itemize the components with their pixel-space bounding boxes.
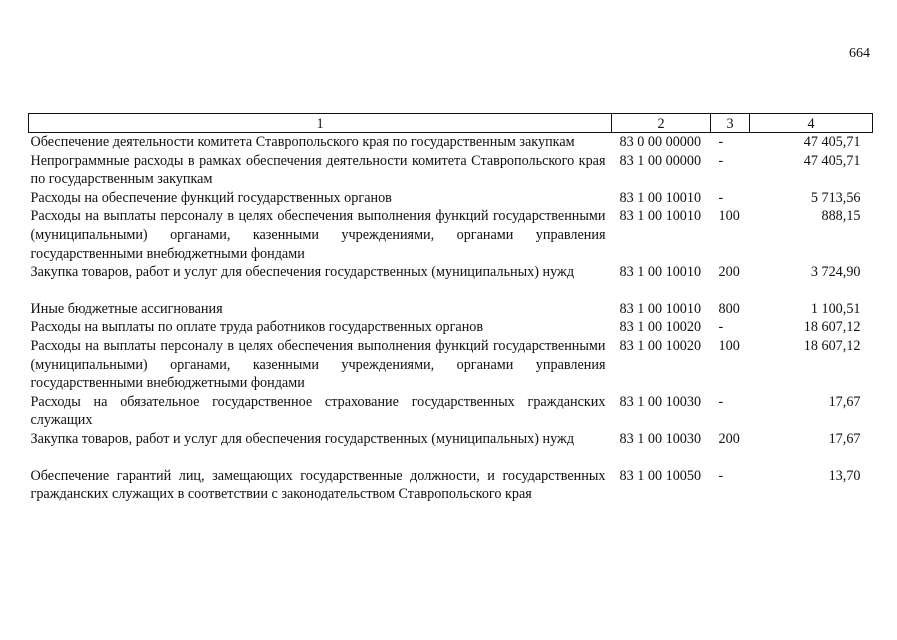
row-sum: 18 607,12 <box>803 337 861 354</box>
row-name: Расходы на обеспечение функций государственных органов <box>30 189 392 206</box>
row-sum: 17,67 <box>828 430 861 447</box>
header-col-2: 2 <box>612 114 711 133</box>
table-row <box>29 393 873 430</box>
row-code: 83 1 00 00000 <box>619 152 702 169</box>
row-kind: - <box>718 467 724 484</box>
header-row <box>29 114 873 133</box>
row-name: Расходы на обязательное государственное страхование государственных гражданских служащих <box>30 393 606 429</box>
row-sum: 47 405,71 <box>803 152 861 169</box>
row-code: 83 1 00 10030 <box>619 393 702 410</box>
row-kind: - <box>718 393 724 410</box>
row-sum: 5 713,56 <box>810 189 861 206</box>
row-name: Обеспечение деятельности комитета Ставропольского края по государственным закупкам <box>30 134 575 150</box>
header-col-4: 4 <box>750 114 873 133</box>
row-code: 83 1 00 10010 <box>619 300 702 317</box>
row-sum: 18 607,12 <box>803 319 861 336</box>
table-body <box>29 133 873 504</box>
row-code: 83 1 00 10020 <box>619 337 702 354</box>
row-name: Закупка товаров, работ и услуг для обеспечения государственных (муниципальных) нужд <box>30 264 575 281</box>
row-kind: 200 <box>718 264 740 281</box>
row-kind: 100 <box>718 208 740 225</box>
row-kind: - <box>718 319 724 336</box>
row-name: Расходы на выплаты персоналу в целях обеспечения выполнения функций государственными (муниципальными) органами, казенными учреждениями, органами управления государственными внебюджетными фондами <box>30 208 606 262</box>
row-sum: 17,67 <box>828 393 861 410</box>
row-name: Обеспечение гарантий лиц, замещающих государственные должности, и государственных гражданских служащих в соответствии с законодательством Ставропольского края <box>30 467 606 503</box>
row-code: 83 1 00 10010 <box>619 264 702 281</box>
table-row <box>29 207 873 263</box>
row-code: 83 1 00 10010 <box>619 208 702 225</box>
row-sum: 13,70 <box>828 467 861 484</box>
row-name: Расходы на выплаты по оплате труда работников государственных органов <box>30 319 484 336</box>
row-code: 83 1 00 10020 <box>619 319 702 336</box>
table-row <box>29 133 873 152</box>
row-name: Расходы на выплаты персоналу в целях обеспечения выполнения функций государственными (муниципальными) органами, казенными учреждениями, органами управления государственными внебюджетными фондами <box>30 337 606 392</box>
row-name: Иные бюджетные ассигнования <box>30 300 223 317</box>
table-header <box>29 114 873 133</box>
row-code: 83 1 00 10010 <box>619 189 702 206</box>
row-name: Непрограммные расходы в рамках обеспечения деятельности комитета Ставропольского края по государственным закупкам <box>30 152 606 188</box>
row-kind: 800 <box>718 300 740 317</box>
table-row <box>29 152 873 189</box>
table-row <box>29 318 873 337</box>
header-col-3: 3 <box>711 114 750 133</box>
header-col-1: 1 <box>29 114 612 133</box>
table-row <box>29 189 873 208</box>
row-kind: 200 <box>718 430 740 447</box>
table-row <box>29 430 873 467</box>
row-code: 83 1 00 10050 <box>619 467 702 484</box>
row-sum: 3 724,90 <box>810 264 861 281</box>
table-row <box>29 300 873 319</box>
table-row <box>29 263 873 300</box>
row-kind: - <box>718 134 724 150</box>
row-code: 83 1 00 10030 <box>619 430 702 447</box>
row-kind: - <box>718 152 724 169</box>
row-sum: 888,15 <box>821 208 861 225</box>
row-kind: - <box>718 189 724 206</box>
table-row <box>29 337 873 393</box>
row-kind: 100 <box>718 337 740 354</box>
budget-table <box>28 113 873 504</box>
row-code: 83 0 00 00000 <box>619 134 702 150</box>
row-sum: 1 100,51 <box>810 300 861 317</box>
row-sum: 47 405,71 <box>803 134 861 150</box>
page-number: 664 <box>849 46 870 61</box>
table-row <box>29 467 873 504</box>
row-name: Закупка товаров, работ и услуг для обеспечения государственных (муниципальных) нужд <box>30 430 575 447</box>
